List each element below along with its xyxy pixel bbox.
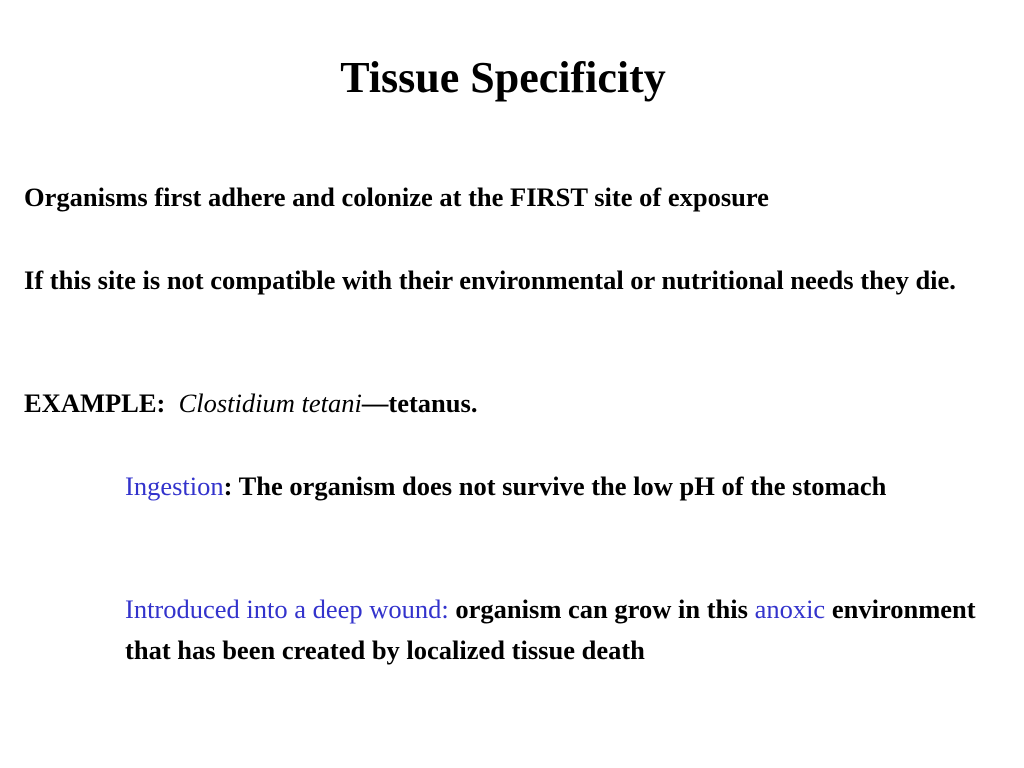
- wound-text-b: environment that has been created by localized tissue death: [125, 594, 976, 665]
- paragraph-first-site: Organisms first adhere and colonize at the FIRST site of exposure: [24, 182, 769, 212]
- slide-title: Tissue Specificity: [340, 53, 666, 102]
- ingestion-term: Ingestion: [125, 471, 224, 501]
- paragraph-compatibility: If this site is not compatible with their environmental or nutritional needs they die.: [24, 265, 956, 295]
- wound-term: Introduced into a deep wound:: [125, 594, 449, 624]
- example-line: [24, 383, 1014, 424]
- wound-text-a: organism can grow in this: [448, 594, 755, 624]
- example-label: EXAMPLE:: [24, 388, 166, 418]
- ingestion-text: : The organism does not survive the low pH of the stomach: [223, 471, 887, 501]
- anoxic-term: anoxic: [754, 594, 826, 624]
- disease-name: —tetanus.: [361, 388, 478, 418]
- organism-name: Clostidium tetani: [178, 388, 362, 418]
- ingestion-point: [125, 466, 1015, 507]
- wound-point: [125, 589, 1015, 671]
